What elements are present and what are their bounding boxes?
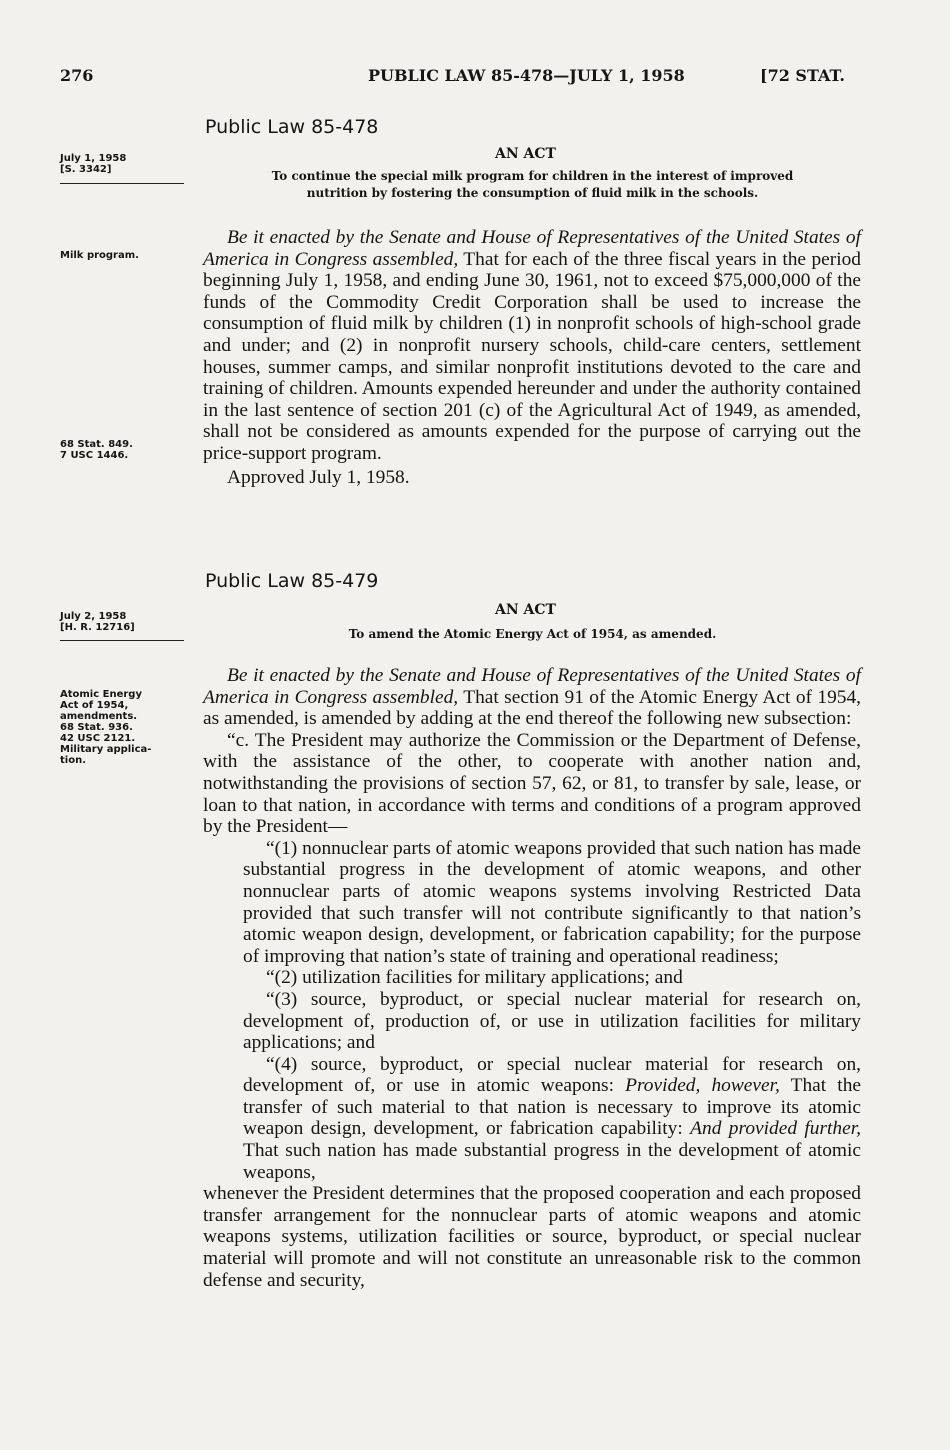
act-purpose-line: nutrition by fostering the consumption of fluid milk in the schools. — [306, 186, 759, 200]
approval-line: Approved July 1, 1958. — [227, 466, 410, 488]
margin-note-line: Act of 1954, — [60, 700, 129, 711]
list-item — [203, 1054, 861, 1184]
enacting-clause: Be it enacted by the Senate and House of Representatives of the United States of America in Congress assembled, — [203, 227, 861, 270]
act-purpose: To amend the Atomic Energy Act of 1954, as amended. — [348, 627, 717, 641]
law-title: Public Law 85-478 — [205, 116, 379, 138]
proviso: Provided, however, — [625, 1075, 780, 1097]
act-purpose-line: To continue the special milk program for children in the interest of improved — [271, 169, 794, 183]
law-title: Public Law 85-479 — [205, 570, 379, 592]
list-item: “(2) utilization facilities for military applications; and — [266, 967, 683, 989]
act-paragraph — [203, 665, 861, 730]
list-item: “(1) nonnuclear parts of atomic weapons provided that such nation has made substantial progress in the development of atomic weapons, and other nonnuclear parts of atomic weapons systems involving Restricted Data provided that such transfer will not contribute significantly to that nation’s atomic weapon design, development, or fabrication capability; for the purpose of improving that nation’s state of training and operational readiness; — [243, 837, 861, 967]
act-text: That for each of the three fiscal years in the period beginning July 1, 1958, and ending June 30, 1961, not to exceed $75,000,000 of the funds of the Commodity Credit Corporation shall be used to increase the consumption of fluid milk by children (1) in nonprofit schools of high-school grade and under; and (2) in nonprofit nursery schools, child-care centers, settlement houses, summer camps, and similar nonprofit institutions devoted to the care and training of children. Amounts expended hereunder and under the authority contained in the last sentence of section 201 (c) of the Agricultural Act of 1949, as amended, shall not be considered as amounts expended for the purpose of carrying out the price-support program. — [203, 248, 861, 464]
subsection-c: “c. The President may authorize the Commission or the Department of Defense, with the assistance of the other, to cooperate with another nation and, notwithstanding the provisions of section 57, 62, or 81, to transfer by sale, lease, or loan to that nation, in accordance with terms and conditions of a program approved by the President— — [203, 729, 861, 838]
bill-number: [H. R. 12716] — [60, 622, 135, 633]
list-item: “(3) source, byproduct, or special nuclear material for research on, development of, production of, or use in utilization facilities for military applications; and — [243, 988, 861, 1054]
margin-note-line: 7 USC 1446. — [60, 450, 129, 461]
margin-note-line: Military applica- — [60, 744, 152, 755]
margin-note-line: 68 Stat. 849. — [60, 439, 133, 450]
act-label: AN ACT — [495, 602, 556, 618]
act-label: AN ACT — [495, 146, 556, 162]
law-date: July 1, 1958 — [60, 153, 127, 164]
act-purpose — [195, 168, 870, 202]
running-head: PUBLIC LAW 85-478—JULY 1, 1958 — [368, 66, 685, 85]
margin-note — [60, 689, 190, 766]
act-body — [203, 665, 861, 1291]
act-paragraph — [203, 227, 861, 465]
margin-rule — [60, 183, 184, 184]
margin-note: Milk program. — [60, 250, 139, 261]
margin-note — [60, 439, 190, 461]
margin-note-line: Atomic Energy — [60, 689, 142, 700]
list-item-text: “(4) source, byproduct, or special nuclear material for research on, development of, or use in atomic weapons: — [243, 1053, 861, 1097]
list-item-text: That such nation has made substantial progress in the development of atomic weapons, — [243, 1140, 861, 1183]
list-item-text: That the transfer of such material to that nation is necessary to improve its atomic weapon design, development, or fabrication capability: — [243, 1075, 861, 1140]
act-text: That section 91 of the Atomic Energy Act of 1954, as amended, is amended by adding at the end thereof the following new subsection: — [203, 686, 862, 730]
volume-citation: [72 STAT. — [760, 66, 845, 85]
margin-note-line: 68 Stat. 936. — [60, 722, 133, 733]
act-body — [203, 227, 861, 488]
bill-number: [S. 3342] — [60, 164, 112, 175]
law-date: July 2, 1958 — [60, 611, 127, 622]
margin-rule — [60, 640, 184, 641]
page-number: 276 — [60, 66, 94, 85]
margin-note-line: 42 USC 2121. — [60, 733, 136, 744]
closing-paragraph: whenever the President determines that the proposed cooperation and each proposed transfer arrangement for the nonnuclear parts of atomic weapons and atomic weapons systems, utilization facilities or source, byproduct, or special nuclear material will promote and will not constitute an unreasonable risk to the common defense and security, — [203, 1183, 861, 1291]
margin-note-line: tion. — [60, 755, 86, 766]
enacting-clause: Be it enacted by the Senate and House of Representatives of the United States of America in Congress assembled, — [203, 665, 861, 708]
proviso: And provided further, — [690, 1118, 861, 1140]
margin-note-line: amendments. — [60, 711, 138, 722]
